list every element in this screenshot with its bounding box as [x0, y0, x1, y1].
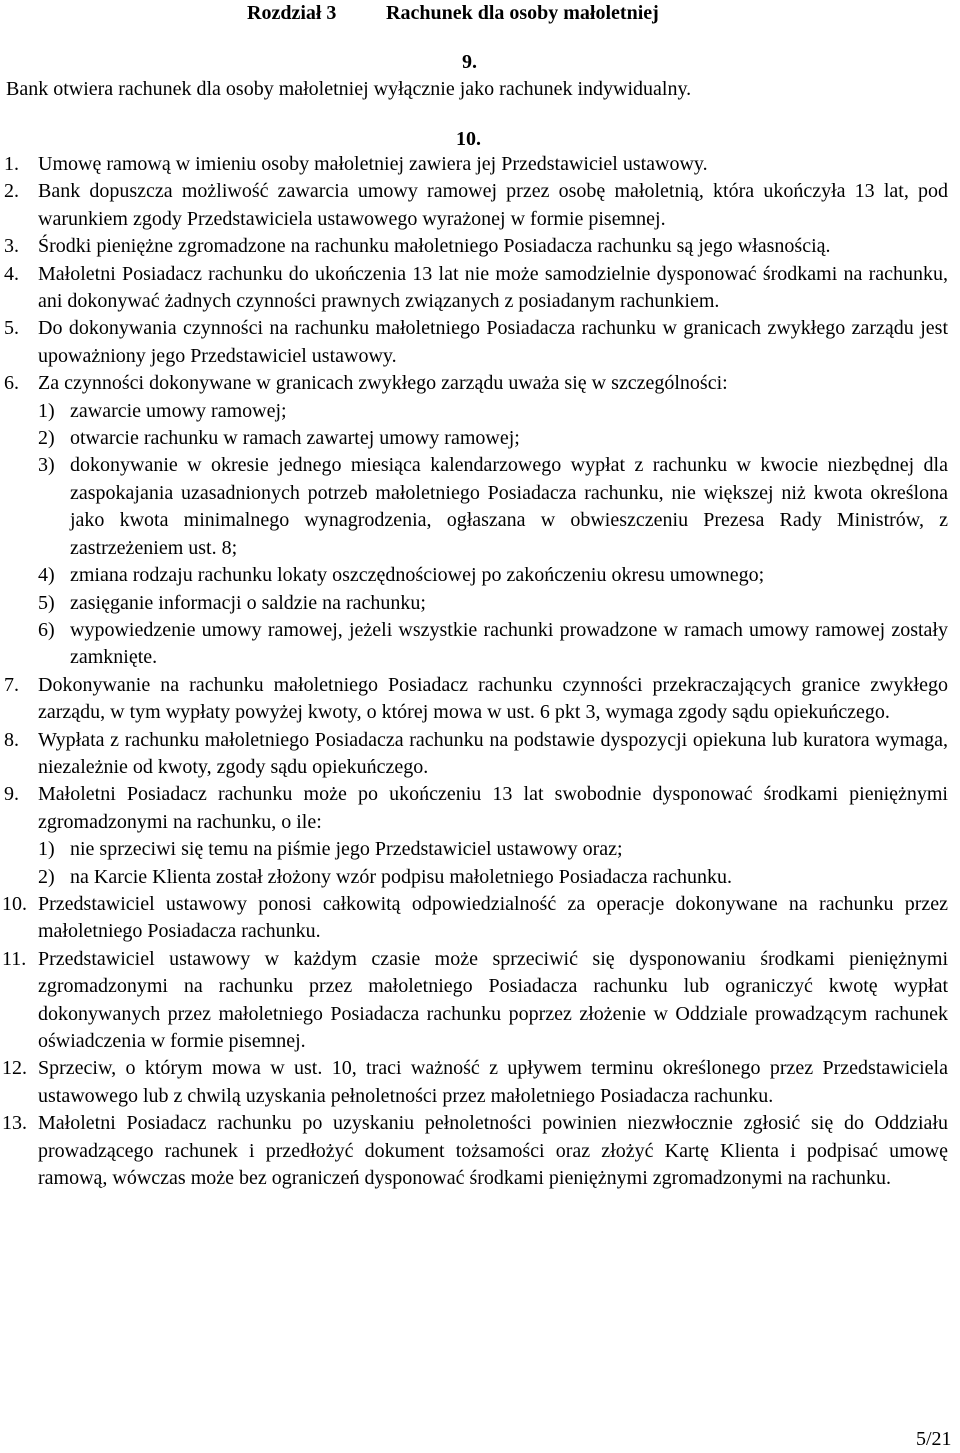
item-text: Małoletni Posiadacz rachunku do ukończenia 13 lat nie może samodzielnie dysponować środkami na rachunku, ani dokonywać żadnych czynności prawnych związanych z posiadanym rachunkiem. — [38, 262, 948, 313]
sub-item-number: 1) — [38, 399, 55, 422]
item-text: Sprzeciw, o którym mowa w ust. 10, traci ważność z upływem terminu określonego przez Przedstawiciela ustawowego lub z chwilą uzyskania pełnoletności przez małoletniego Posiadacza rachunku. — [38, 1057, 948, 1107]
section-heading: 9. — [462, 51, 477, 73]
section-10-list — [4, 151, 948, 1192]
list-item — [4, 781, 948, 891]
sub-list-item — [38, 452, 948, 562]
item-number: 2. — [4, 180, 19, 203]
item-text: Dokonywanie na rachunku małoletniego Posiadacz rachunku czynności przekraczających granice zwykłego zarządu, w tym wypłaty powyżej kwoty, o której mowa w ust. 6 pkt 3, wymaga zgody sądu opiekuńczego. — [38, 673, 948, 724]
sub-list-item — [38, 398, 948, 425]
chapter-heading — [0, 0, 960, 30]
sub-list-item — [38, 617, 948, 672]
sub-list-item — [38, 425, 948, 452]
section-text: Bank otwiera rachunek dla osoby małoletniej wyłącznie jako rachunek indywidualny. — [6, 78, 692, 100]
sub-list — [38, 398, 948, 672]
item-number: 12. — [2, 1057, 27, 1080]
item-number: 3. — [4, 235, 19, 258]
item-text: Środki pieniężne zgromadzone na rachunku małoletniego Posiadacza rachunku są jego własnością. — [38, 235, 831, 258]
sub-item-number: 2) — [38, 865, 55, 888]
list-item — [4, 233, 948, 260]
section-heading: 10. — [456, 128, 481, 150]
item-number: 10. — [2, 892, 27, 915]
list-item — [4, 891, 948, 946]
item-text: Małoletni Posiadacz rachunku może po ukończeniu 13 lat swobodnie dysponować środkami pieniężnymi zgromadzonymi na rachunku, o ile: — [38, 783, 948, 833]
chapter-title: Rachunek dla osoby małoletniej — [386, 2, 659, 24]
item-text: Wypłata z rachunku małoletniego Posiadacza rachunku na podstawie dyspozycji opiekuna lub kuratora wymaga, niezależnie od kwoty, zgody sądu opiekuńczego. — [38, 728, 948, 778]
section-9 — [0, 45, 960, 105]
item-number: 1. — [4, 153, 19, 175]
sub-list-item — [38, 836, 948, 863]
list-item — [4, 261, 948, 316]
item-text: Małoletni Posiadacz rachunku po uzyskaniu pełnoletności powinien niezwłocznie zgłosić się do Oddziału prowadzącego rachunek i przedłożyć dokument tożsamości oraz złożyć Kartę Klienta i podpisać umowę ramową, wówczas może bez ograniczeń dysponować środkami pieniężnymi zgromadzonymi na rachunku. — [38, 1112, 948, 1190]
list-item — [4, 370, 948, 671]
sub-item-number: 3) — [38, 454, 55, 477]
item-number: 9. — [4, 783, 19, 806]
sub-list-item — [38, 562, 948, 589]
sub-item-number: 2) — [38, 427, 55, 450]
item-number: 8. — [4, 728, 19, 751]
sub-item-number: 1) — [38, 838, 55, 861]
sub-item-text: na Karcie Klienta został złożony wzór podpisu małoletniego Posiadacza rachunku. — [70, 865, 732, 888]
sub-item-text: wypowiedzenie umowy ramowej, jeżeli wszystkie rachunki prowadzone w ramach umowy ramowej zostały zamknięte. — [70, 618, 948, 669]
item-number: 5. — [4, 317, 19, 340]
item-text: Bank dopuszcza możliwość zawarcia umowy ramowej przez osobę małoletnią, która ukończyła 13 lat, pod warunkiem zgody Przedstawiciela ustawowego wyrażonej w formie pisemnej. — [38, 180, 948, 230]
list-item — [4, 315, 948, 370]
item-text: Umowę ramową w imieniu osoby małoletniej zawiera jej Przedstawiciel ustawowy. — [38, 153, 708, 175]
item-number: 6. — [4, 372, 19, 395]
item-text: Przedstawiciel ustawowy w każdym czasie może sprzeciwić się dysponowaniu środkami pieniężnymi zgromadzonymi na rachunku przez małoletniego Posiadacza rachunku lub ograniczyć kwotę wypłat dokonywanych przez małoletniego Posiadacza rachunku poprzez złożenie w Oddziale prowadzącym rachunek oświadczenia w formie pisemnej. — [38, 947, 948, 1052]
list-item — [4, 151, 948, 178]
sub-item-number: 6) — [38, 618, 55, 641]
list-item — [4, 672, 948, 727]
item-number: 4. — [4, 262, 19, 285]
sub-item-text: zasięganie informacji o saldzie na rachunku; — [70, 591, 426, 614]
sub-item-text: zawarcie umowy ramowej; — [70, 399, 287, 422]
page-number: 5/21 — [916, 1428, 952, 1450]
item-text: Przedstawiciel ustawowy ponosi całkowitą odpowiedzialność za operacje dokonywane na rachunku przez małoletniego Posiadacza rachunku. — [38, 892, 948, 943]
sub-list — [38, 836, 948, 891]
sub-item-text: otwarcie rachunku w ramach zawartej umowy ramowej; — [70, 427, 520, 450]
sub-list-item — [38, 590, 948, 617]
item-text: Do dokonywania czynności na rachunku małoletniego Posiadacza rachunku w granicach zwykłego zarządu jest upoważniony jego Przedstawiciel ustawowy. — [38, 317, 948, 367]
sub-item-number: 4) — [38, 564, 55, 587]
list-item — [4, 946, 948, 1056]
list-item — [4, 178, 948, 233]
chapter-number: Rozdział 3 — [247, 2, 337, 24]
sub-item-text: dokonywanie w okresie jednego miesiąca kalendarzowego wypłat z rachunku w kwocie niezbędnej dla zaspokajania uzasadnionych potrzeb małoletniego Posiadacza rachunku, nie większej niż kwota określona jako kwota minimalnego wynagrodzenia, ogłaszana w obwieszczeniu Prezesa Rady Ministrów, z zastrzeżeniem ust. 8; — [70, 454, 948, 559]
item-number: 13. — [2, 1112, 27, 1135]
item-text: Za czynności dokonywane w granicach zwykłego zarządu uważa się w szczególności: — [38, 372, 728, 395]
sub-item-text: nie sprzeciwi się temu na piśmie jego Przedstawiciel ustawowy oraz; — [70, 838, 623, 861]
sub-item-text: zmiana rodzaju rachunku lokaty oszczędnościowej po zakończeniu okresu umownego; — [70, 564, 765, 587]
item-number: 7. — [4, 673, 19, 696]
sub-list-item — [38, 864, 948, 891]
item-number: 11. — [2, 947, 27, 970]
sub-item-number: 5) — [38, 591, 55, 614]
list-item — [4, 727, 948, 782]
list-item — [4, 1110, 948, 1192]
list-item — [4, 1055, 948, 1110]
